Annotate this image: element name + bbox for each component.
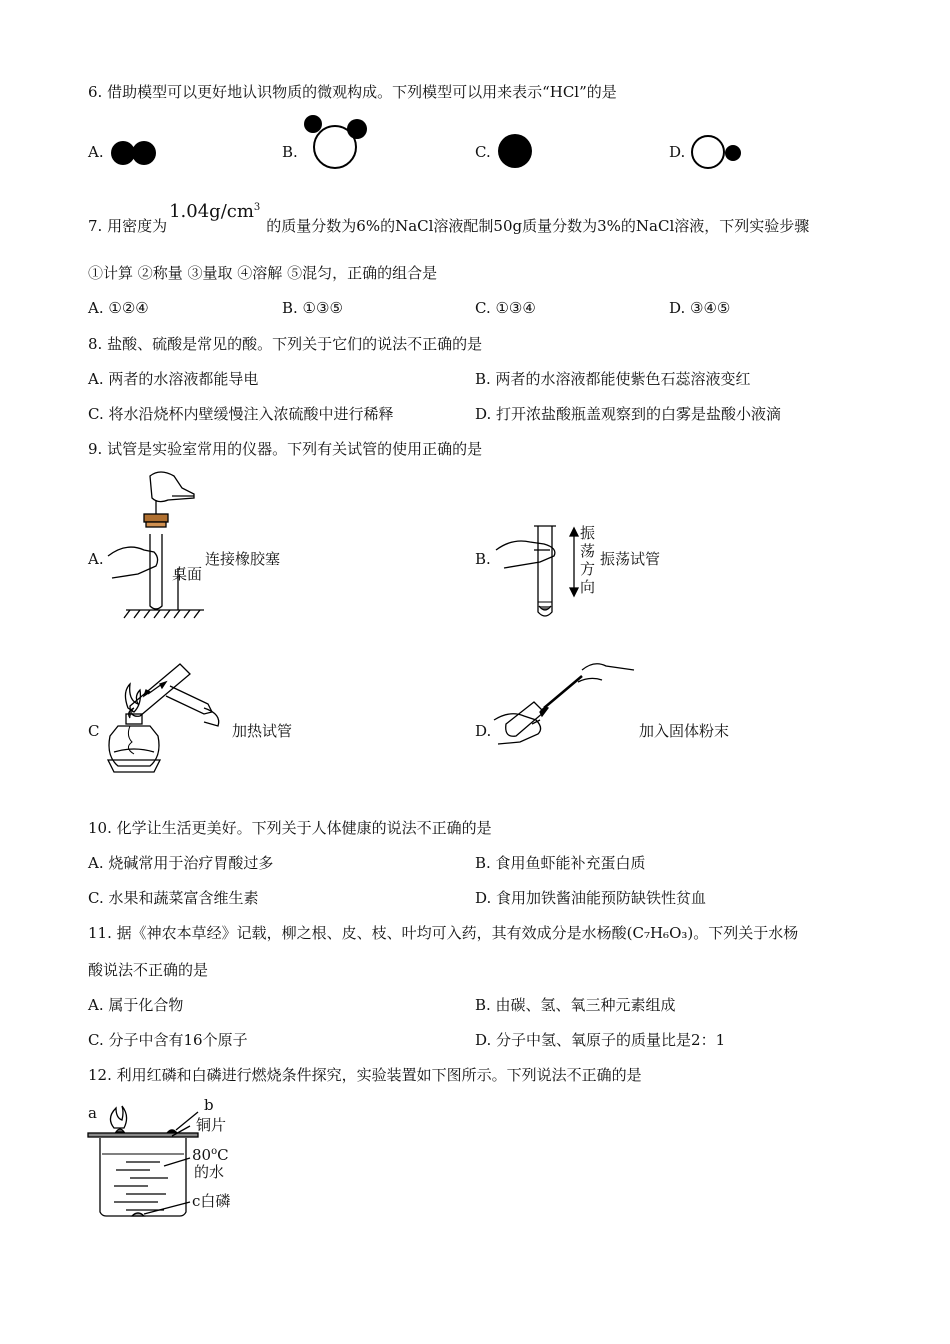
q7-density xyxy=(169,201,260,222)
q9-stem: 9. 试管是实验室常用的仪器。下列有关试管的使用正确的是 xyxy=(88,440,483,458)
q9-shake-char: 向 xyxy=(580,578,596,596)
q9-caption-a: 连接橡胶塞 xyxy=(205,550,281,568)
hcl-model-d-icon xyxy=(688,132,748,172)
q10-option-a: A. 烧碱常用于治疗胃酸过多 xyxy=(88,854,274,872)
q8-option-a: A. 两者的水溶液都能导电 xyxy=(88,370,259,388)
hcl-model-b-icon xyxy=(298,112,378,172)
q10-option-d: D. 食用加铁酱油能预防缺铁性贫血 xyxy=(475,889,707,907)
q11-stem-line2: 酸说法不正确的是 xyxy=(88,961,209,979)
q6-option-b: B. xyxy=(282,143,298,161)
q7-stem-post: 的质量分数为6%的NaCl溶液配制50g质量分数为3%的NaCl溶液，下列实验步骤 xyxy=(266,217,810,235)
q6-option-d: D. xyxy=(669,143,686,161)
q8-option-b: B. 两者的水溶液都能使紫色石蕊溶液变红 xyxy=(475,370,751,388)
q7-density-value: 1.04g/cm xyxy=(169,201,254,222)
q12-label-water: 的水 xyxy=(194,1163,225,1181)
q12-stem: 12. 利用红磷和白磷进行燃烧条件探究，实验装置如下图所示。下列说法不正确的是 xyxy=(88,1066,642,1084)
q9-option-c: C xyxy=(88,722,100,740)
q11-option-b: B. 由碳、氢、氧三种元素组成 xyxy=(475,996,676,1014)
q6-option-a: A. xyxy=(88,143,104,161)
q10-option-c: C. 水果和蔬菜富含维生素 xyxy=(88,889,259,907)
q7-density-exp: 3 xyxy=(253,202,261,213)
q7-option-c: C. ①③④ xyxy=(475,299,536,317)
q9-shake-char: 方 xyxy=(580,560,596,578)
hcl-model-a-icon xyxy=(108,138,168,168)
q12-label-b: b xyxy=(204,1096,214,1114)
q12-label-c: c白磷 xyxy=(192,1192,231,1210)
q10-option-b: B. 食用鱼虾能补充蛋白质 xyxy=(475,854,646,872)
combustion-apparatus-figure-icon xyxy=(86,1102,206,1222)
q6-option-c: C. xyxy=(475,143,491,161)
q7-stem-pre: 7. 用密度为 xyxy=(88,217,168,235)
q11-option-d: D. 分子中氢、氧原子的质量比是2：1 xyxy=(475,1031,726,1049)
add-powder-figure-icon xyxy=(494,658,654,783)
q11-option-a: A. 属于化合物 xyxy=(88,996,184,1014)
q9-shake-char: 荡 xyxy=(580,542,596,560)
q9-caption-c: 加热试管 xyxy=(232,722,293,740)
hcl-model-c-icon xyxy=(496,132,536,172)
q8-stem: 8. 盐酸、硫酸是常见的酸。下列关于它们的说法不正确的是 xyxy=(88,335,483,353)
heat-tube-figure-icon xyxy=(100,656,230,781)
q9-option-a: A. xyxy=(88,550,104,568)
q10-stem: 10. 化学让生活更美好。下列关于人体健康的说法不正确的是 xyxy=(88,819,492,837)
q7-option-d: D. ③④⑤ xyxy=(669,299,731,317)
q11-option-c: C. 分子中含有16个原子 xyxy=(88,1031,248,1049)
q11-stem-line1: 11. 据《神农本草经》记载，柳之根、皮、枝、叶均可入药，其有效成分是水杨酸(C₇H₆O₃)。下列关于水杨 xyxy=(88,924,799,942)
q12-temp-unit: C xyxy=(217,1146,229,1164)
q12-label-a: a xyxy=(88,1104,97,1122)
q9-caption-d: 加入固体粉末 xyxy=(639,722,730,740)
q9-desk-label: 桌面 xyxy=(172,565,203,583)
q7-steps: ①计算 ②称量 ③量取 ④溶解 ⑤混匀，正确的组合是 xyxy=(88,264,438,282)
q7-option-b: B. ①③⑤ xyxy=(282,299,343,317)
q7-option-a: A. ①②④ xyxy=(88,299,149,317)
q12-temp-deg: o xyxy=(211,1146,218,1157)
q8-option-d: D. 打开浓盐酸瓶盖观察到的白雾是盐酸小液滴 xyxy=(475,405,782,423)
q8-option-c: C. 将水沿烧杯内壁缓慢注入浓硫酸中进行稀释 xyxy=(88,405,394,423)
rubber-stopper-figure-icon xyxy=(108,470,218,620)
q9-option-b: B. xyxy=(475,550,491,568)
q6-stem: 6. 借助模型可以更好地认识物质的微观构成。下列模型可以用来表示“HCl”的是 xyxy=(88,83,617,101)
q9-option-d: D. xyxy=(475,722,492,740)
q9-shake-label xyxy=(580,524,595,596)
q12-label-copper: 铜片 xyxy=(196,1116,227,1134)
q9-caption-b: 振荡试管 xyxy=(600,550,661,568)
q7-stem xyxy=(88,201,810,236)
q9-shake-char: 振 xyxy=(580,524,596,542)
q12-temp-num: 80 xyxy=(192,1146,212,1164)
